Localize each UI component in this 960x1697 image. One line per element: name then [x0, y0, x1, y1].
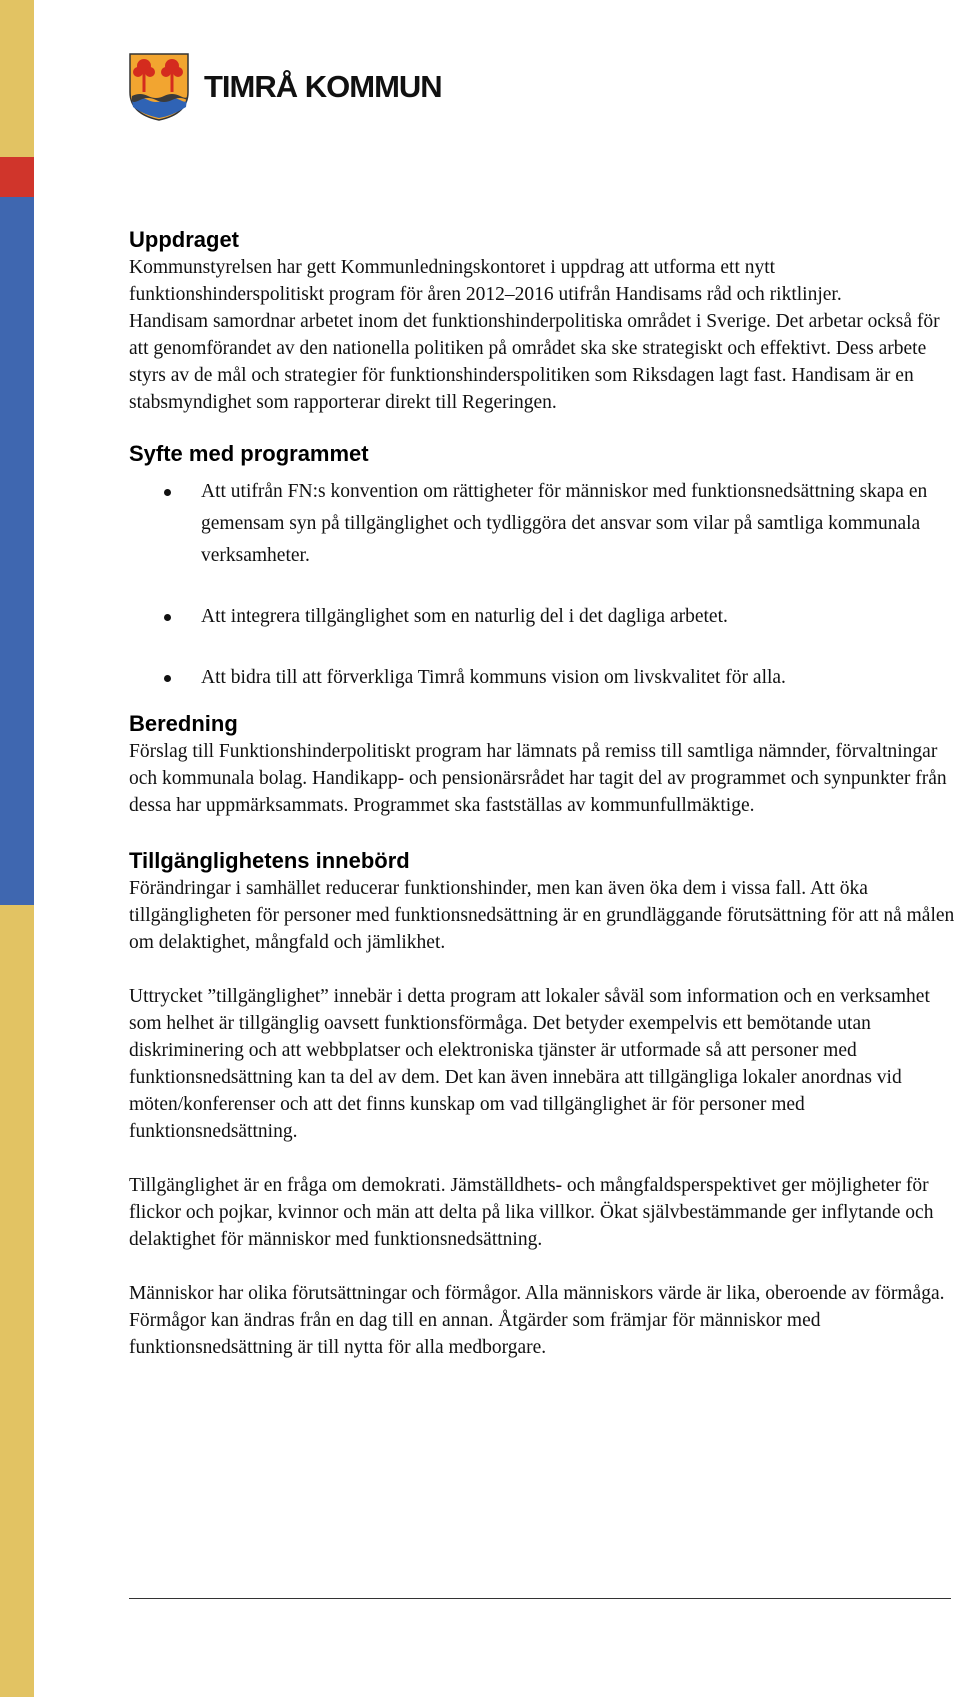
bullet-icon: [164, 675, 171, 682]
paragraph: Kommunstyrelsen har gett Kommunledningskontoret i uppdrag att utforma ett nytt funktionshinderspolitiskt program för åren 2012–2016 utifrån Handisams råd och riktlinjer.: [129, 257, 842, 305]
municipality-logo: [128, 52, 442, 122]
list-item-text: Att integrera tillgänglighet som en naturlig del i det dagliga arbetet.: [201, 606, 728, 627]
stripe-yellow-top: [0, 0, 34, 157]
heading-beredning: Beredning: [129, 711, 238, 736]
paragraph: Uttrycket ”tillgänglighet” innebär i detta program att lokaler såväl som information och en verksamhet som helhet är tillgänglig oavsett funktionsförmåga. Det betyder exempelvis ett bemötande utan diskriminering och att webbplatser och elektroniska tjänster är utformade så att personer med funktionsnedsättning kan ta del av dem. Det kan även innebära att tillgängliga lokaler anordnas vid möten/konferenser och att det finns kunskap om vad tillgänglighet är för personer med funktionsnedsättning.: [129, 986, 930, 1142]
heading-uppdraget: Uppdraget: [129, 227, 239, 252]
list-item-text: Att utifrån FN:s konvention om rättigheter för människor med funktionsnedsättning skapa en gemensam syn på tillgänglighet och tydliggöra det ansvar som vilar på samtliga kommunala verksamheter.: [201, 481, 928, 566]
list-item: [129, 476, 959, 572]
purpose-list: [129, 476, 959, 694]
paragraph: Handisam samordnar arbetet inom det funktionshinderpolitiska området i Sverige. Det arbetar också för att genomförandet av den nationella politiken på området ska ske strategiskt och effektivt. Dess arbete styrs av de mål och strategier för funktionshinderspolitiken som Riksdagen lagt fast. Handisam är en stabsmyndighet som rapporterar direkt till Regeringen.: [129, 311, 940, 413]
footer-rule: [129, 1598, 951, 1599]
coat-of-arms-icon: [128, 52, 190, 122]
bullet-icon: [164, 489, 171, 496]
bullet-icon: [164, 614, 171, 621]
document-body: [129, 226, 959, 1361]
list-item: [129, 662, 959, 694]
paragraph: Förslag till Funktionshinderpolitiskt program har lämnats på remiss till samtliga nämnder, förvaltningar och kommunala bolag. Handikapp- och pensionärsrådet har tagit del av programmet och synpunkter från dessa har uppmärksammats. Programmet ska fastställas av kommunfullmäktige.: [129, 741, 947, 816]
stripe-yellow-bottom: [0, 905, 34, 1697]
list-item: [129, 601, 959, 633]
heading-syfte: Syfte med programmet: [129, 441, 369, 466]
list-item-text: Att bidra till att förverkliga Timrå kommuns vision om livskvalitet för alla.: [201, 667, 786, 688]
paragraph: Förändringar i samhället reducerar funktionshinder, men kan även öka dem i vissa fall. Att öka tillgängligheten för personer med funktionsnedsättning är en grundläggande förutsättning för att nå målen om delaktighet, mångfald och jämlikhet.: [129, 878, 955, 953]
heading-tillganglighet: Tillgänglighetens innebörd: [129, 848, 410, 873]
paragraph: Tillgänglighet är en fråga om demokrati. Jämställdhets- och mångfaldsperspektivet ger möjligheter för flickor och pojkar, kvinnor och män att delta på lika villkor. Ökat självbestämmande ger inflytande och delaktighet för människor med funktionsnedsättning.: [129, 1175, 934, 1250]
brand-name: TIMRÅ KOMMUN: [204, 69, 442, 104]
stripe-blue: [0, 197, 34, 905]
paragraph: Människor har olika förutsättningar och förmågor. Alla människors värde är lika, oberoende av förmåga. Förmågor kan ändras från en dag till en annan. Åtgärder som främjar för människor med funktionsnedsättning är till nytta för alla medborgare.: [129, 1283, 945, 1358]
stripe-red: [0, 157, 34, 197]
